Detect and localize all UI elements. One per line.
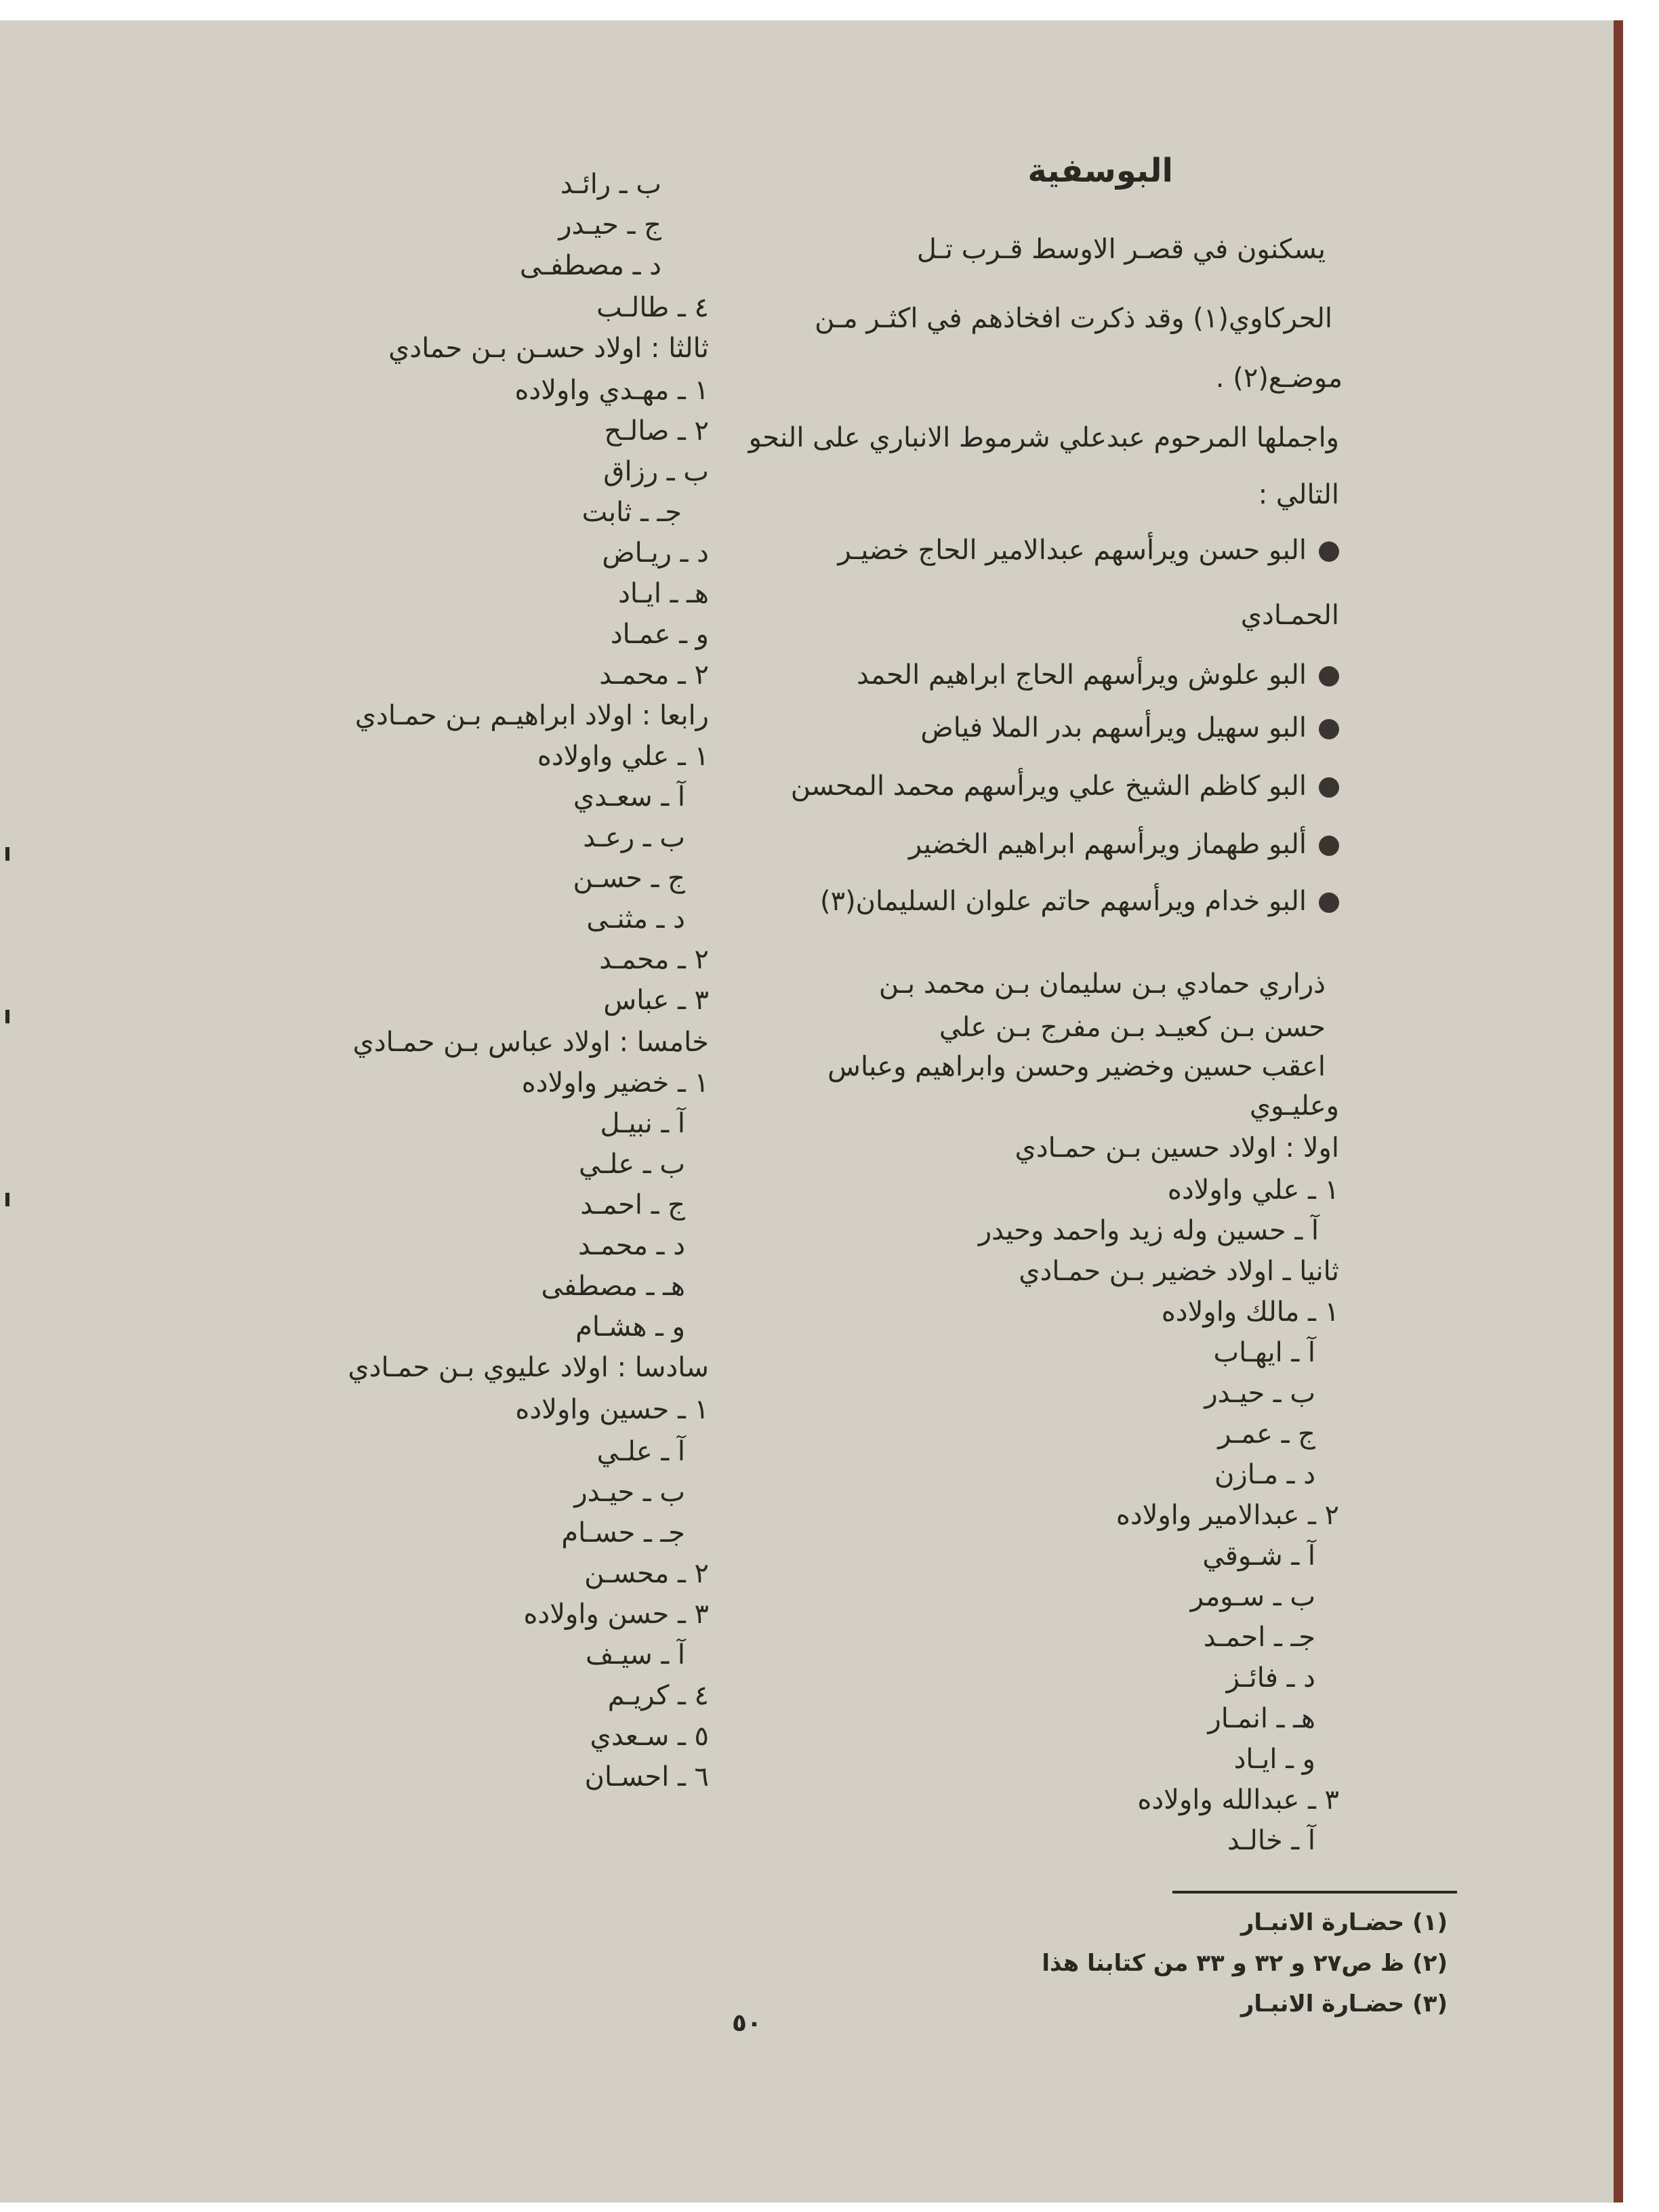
right-line-22: آ ـ خالـد <box>1227 1825 1315 1856</box>
left-line-10: د ـ ريـاض <box>602 537 709 569</box>
left-line-32: آ ـ علـي <box>596 1436 685 1467</box>
left-line-12: و ـ عمـاد <box>610 619 709 650</box>
bullet-text: البو كاظم الشيخ علي ويرأسهم محمد المحسن <box>790 771 1307 802</box>
right-line-1: ذراري حمادي بـن سليمان بـن محمد بـن <box>878 968 1326 1000</box>
bullet-item-5 <box>909 831 1339 858</box>
right-line-4: وعليـوي <box>1249 1090 1339 1122</box>
left-line-39: ٥ ـ سـعدي <box>590 1721 709 1752</box>
left-line-29: و ـ هشـام <box>575 1311 685 1343</box>
intro-line-1: يسكنون في قصـر الاوسط قـرب تـل <box>916 234 1326 265</box>
left-line-33: ب ـ حيـدر <box>574 1477 685 1508</box>
right-line-21: ٣ ـ عبدالله واولاده <box>1137 1784 1339 1816</box>
left-line-16: آ ـ سعـدي <box>573 781 685 813</box>
left-line-30: سادسا : اولاد عليوي بـن حمـادي <box>348 1352 709 1383</box>
footnote-1: (١) حضـارة الانبـار <box>1240 1909 1448 1936</box>
left-line-23: ١ ـ خضير واولاده <box>521 1067 709 1099</box>
bullet-item-1 <box>838 537 1339 564</box>
bullet-item-4 <box>791 773 1339 800</box>
page-number: ٥٠ <box>732 2009 762 2037</box>
bullet-icon <box>1319 893 1339 913</box>
left-line-35: ٢ ـ محسـن <box>584 1558 709 1589</box>
left-line-26: ج ـ احمـد <box>580 1189 685 1221</box>
left-line-18: ج ـ حسـن <box>573 863 685 894</box>
left-line-20: ٢ ـ محمـد <box>599 944 709 975</box>
left-line-17: ب ـ رعـد <box>583 822 685 853</box>
book-page <box>0 20 1623 2203</box>
left-line-25: ب ـ علـي <box>579 1149 685 1180</box>
right-line-3: اعقب حسين وخضير وحسن وابراهيم وعباس <box>827 1051 1326 1082</box>
left-line-2: ج ـ حيـدر <box>558 209 661 241</box>
intro-line-5: التالي : <box>1258 479 1339 510</box>
binding-mark <box>5 847 9 861</box>
right-line-6: ١ ـ علي واولاده <box>1167 1174 1339 1206</box>
left-line-36: ٣ ـ حسن واولاده <box>523 1599 709 1630</box>
left-line-37: آ ـ سيـف <box>586 1639 685 1671</box>
left-line-24: آ ـ نبيـل <box>600 1108 685 1139</box>
right-line-2: حسن بـن كعيـد بـن مفرج بـن علي <box>939 1012 1326 1043</box>
footnote-3: (٣) حضـارة الانبـار <box>1240 1990 1448 2018</box>
left-line-7: ٢ ـ صالـح <box>604 415 709 447</box>
binding-mark <box>5 1193 9 1206</box>
right-line-5: اولا : اولاد حسين بـن حمـادي <box>1015 1132 1339 1164</box>
left-line-40: ٦ ـ احسـان <box>584 1761 709 1793</box>
bullet-item-2 <box>857 661 1339 689</box>
right-line-10: آ ـ ايهـاب <box>1213 1337 1315 1368</box>
right-line-19: هـ ـ انمـار <box>1208 1703 1315 1734</box>
left-line-28: هـ ـ مصطفى <box>541 1271 685 1302</box>
bullet-text: البو حسن ويرأسهم عبدالامير الحاج خضيـر <box>838 535 1307 566</box>
bullet-text: البو خدام ويرأسهم حاتم علوان السليمان(٣) <box>819 886 1307 917</box>
left-line-34: جـ ـ حسـام <box>561 1517 685 1549</box>
right-line-8: ثانيا ـ اولاد خضير بـن حمـادي <box>1019 1256 1339 1287</box>
left-line-14: رابعا : اولاد ابراهيـم بـن حمـادي <box>354 700 709 731</box>
left-line-4: ٤ ـ طالـب <box>596 292 709 323</box>
right-line-9: ١ ـ مالك واولاده <box>1161 1296 1339 1328</box>
bullet-icon <box>1319 666 1339 687</box>
right-line-7: آ ـ حسين وله زيد واحمد وحيدر <box>978 1215 1319 1246</box>
left-line-1: ب ـ رائـد <box>560 169 661 200</box>
bullet-text: البو علوش ويرأسهم الحاج ابراهيم الحمد <box>856 659 1307 691</box>
bullet-item-1-continuation: الحمـادي <box>1240 600 1339 631</box>
left-line-27: د ـ محمـد <box>577 1230 685 1261</box>
right-line-12: ج ـ عمـر <box>1218 1418 1315 1450</box>
binding-mark <box>5 1010 9 1023</box>
intro-line-2: الحركاوي(١) وقد ذكرت افخاذهم في اكثـر مـن <box>815 303 1332 334</box>
intro-line-4: واجملها المرحوم عبدعلي شرموط الانباري على النحو <box>748 422 1339 453</box>
bullet-text: ألبو طهماز ويرأسهم ابراهيم الخضير <box>908 829 1307 860</box>
right-line-18: د ـ فائـز <box>1226 1662 1315 1694</box>
left-line-21: ٣ ـ عباس <box>603 985 709 1016</box>
bullet-icon <box>1319 777 1339 798</box>
right-line-16: ب ـ سـومر <box>1190 1581 1315 1612</box>
intro-line-3: موضـع(٢) . <box>1215 363 1343 394</box>
left-line-9: جـ ـ ثابت <box>581 497 682 528</box>
page-title: البوسفية <box>1027 152 1173 190</box>
left-line-38: ٤ ـ كريـم <box>607 1680 709 1711</box>
bullet-item-3 <box>920 714 1339 741</box>
bullet-icon <box>1319 541 1339 562</box>
right-line-11: ب ـ حيـدر <box>1204 1378 1315 1409</box>
right-line-17: جـ ـ احمـد <box>1203 1622 1315 1653</box>
footnote-divider <box>1172 1891 1457 1893</box>
left-line-22: خامسا : اولاد عباس بـن حمـادي <box>352 1027 709 1058</box>
left-line-13: ٢ ـ محمـد <box>599 659 709 691</box>
right-line-20: و ـ ايـاد <box>1233 1744 1315 1775</box>
left-line-15: ١ ـ علي واولاده <box>537 741 709 772</box>
left-line-31: ١ ـ حسين واولاده <box>515 1394 709 1425</box>
right-line-14: ٢ ـ عبدالامير واولاده <box>1115 1500 1339 1531</box>
left-line-3: د ـ مصطفـى <box>519 250 661 281</box>
bullet-icon <box>1319 836 1339 856</box>
footnote-2: (٢) ظ ص٢٧ و ٣٢ و ٣٣ من كتابنا هذا <box>1042 1950 1448 1977</box>
right-line-13: د ـ مـازن <box>1214 1459 1315 1490</box>
left-line-5: ثالثا : اولاد حسـن بـن حمادي <box>388 333 709 364</box>
right-line-15: آ ـ شـوقي <box>1202 1540 1315 1572</box>
left-line-19: د ـ مثنـى <box>586 903 685 935</box>
left-line-11: هـ ـ ايـاد <box>618 578 709 609</box>
left-line-6: ١ ـ مهـدي واولاده <box>514 375 709 406</box>
bullet-item-6 <box>820 888 1339 915</box>
bullet-icon <box>1319 719 1339 739</box>
left-line-8: ب ـ رزاق <box>603 456 709 487</box>
bullet-text: البو سهيل ويرأسهم بدر الملا فياض <box>920 712 1307 743</box>
